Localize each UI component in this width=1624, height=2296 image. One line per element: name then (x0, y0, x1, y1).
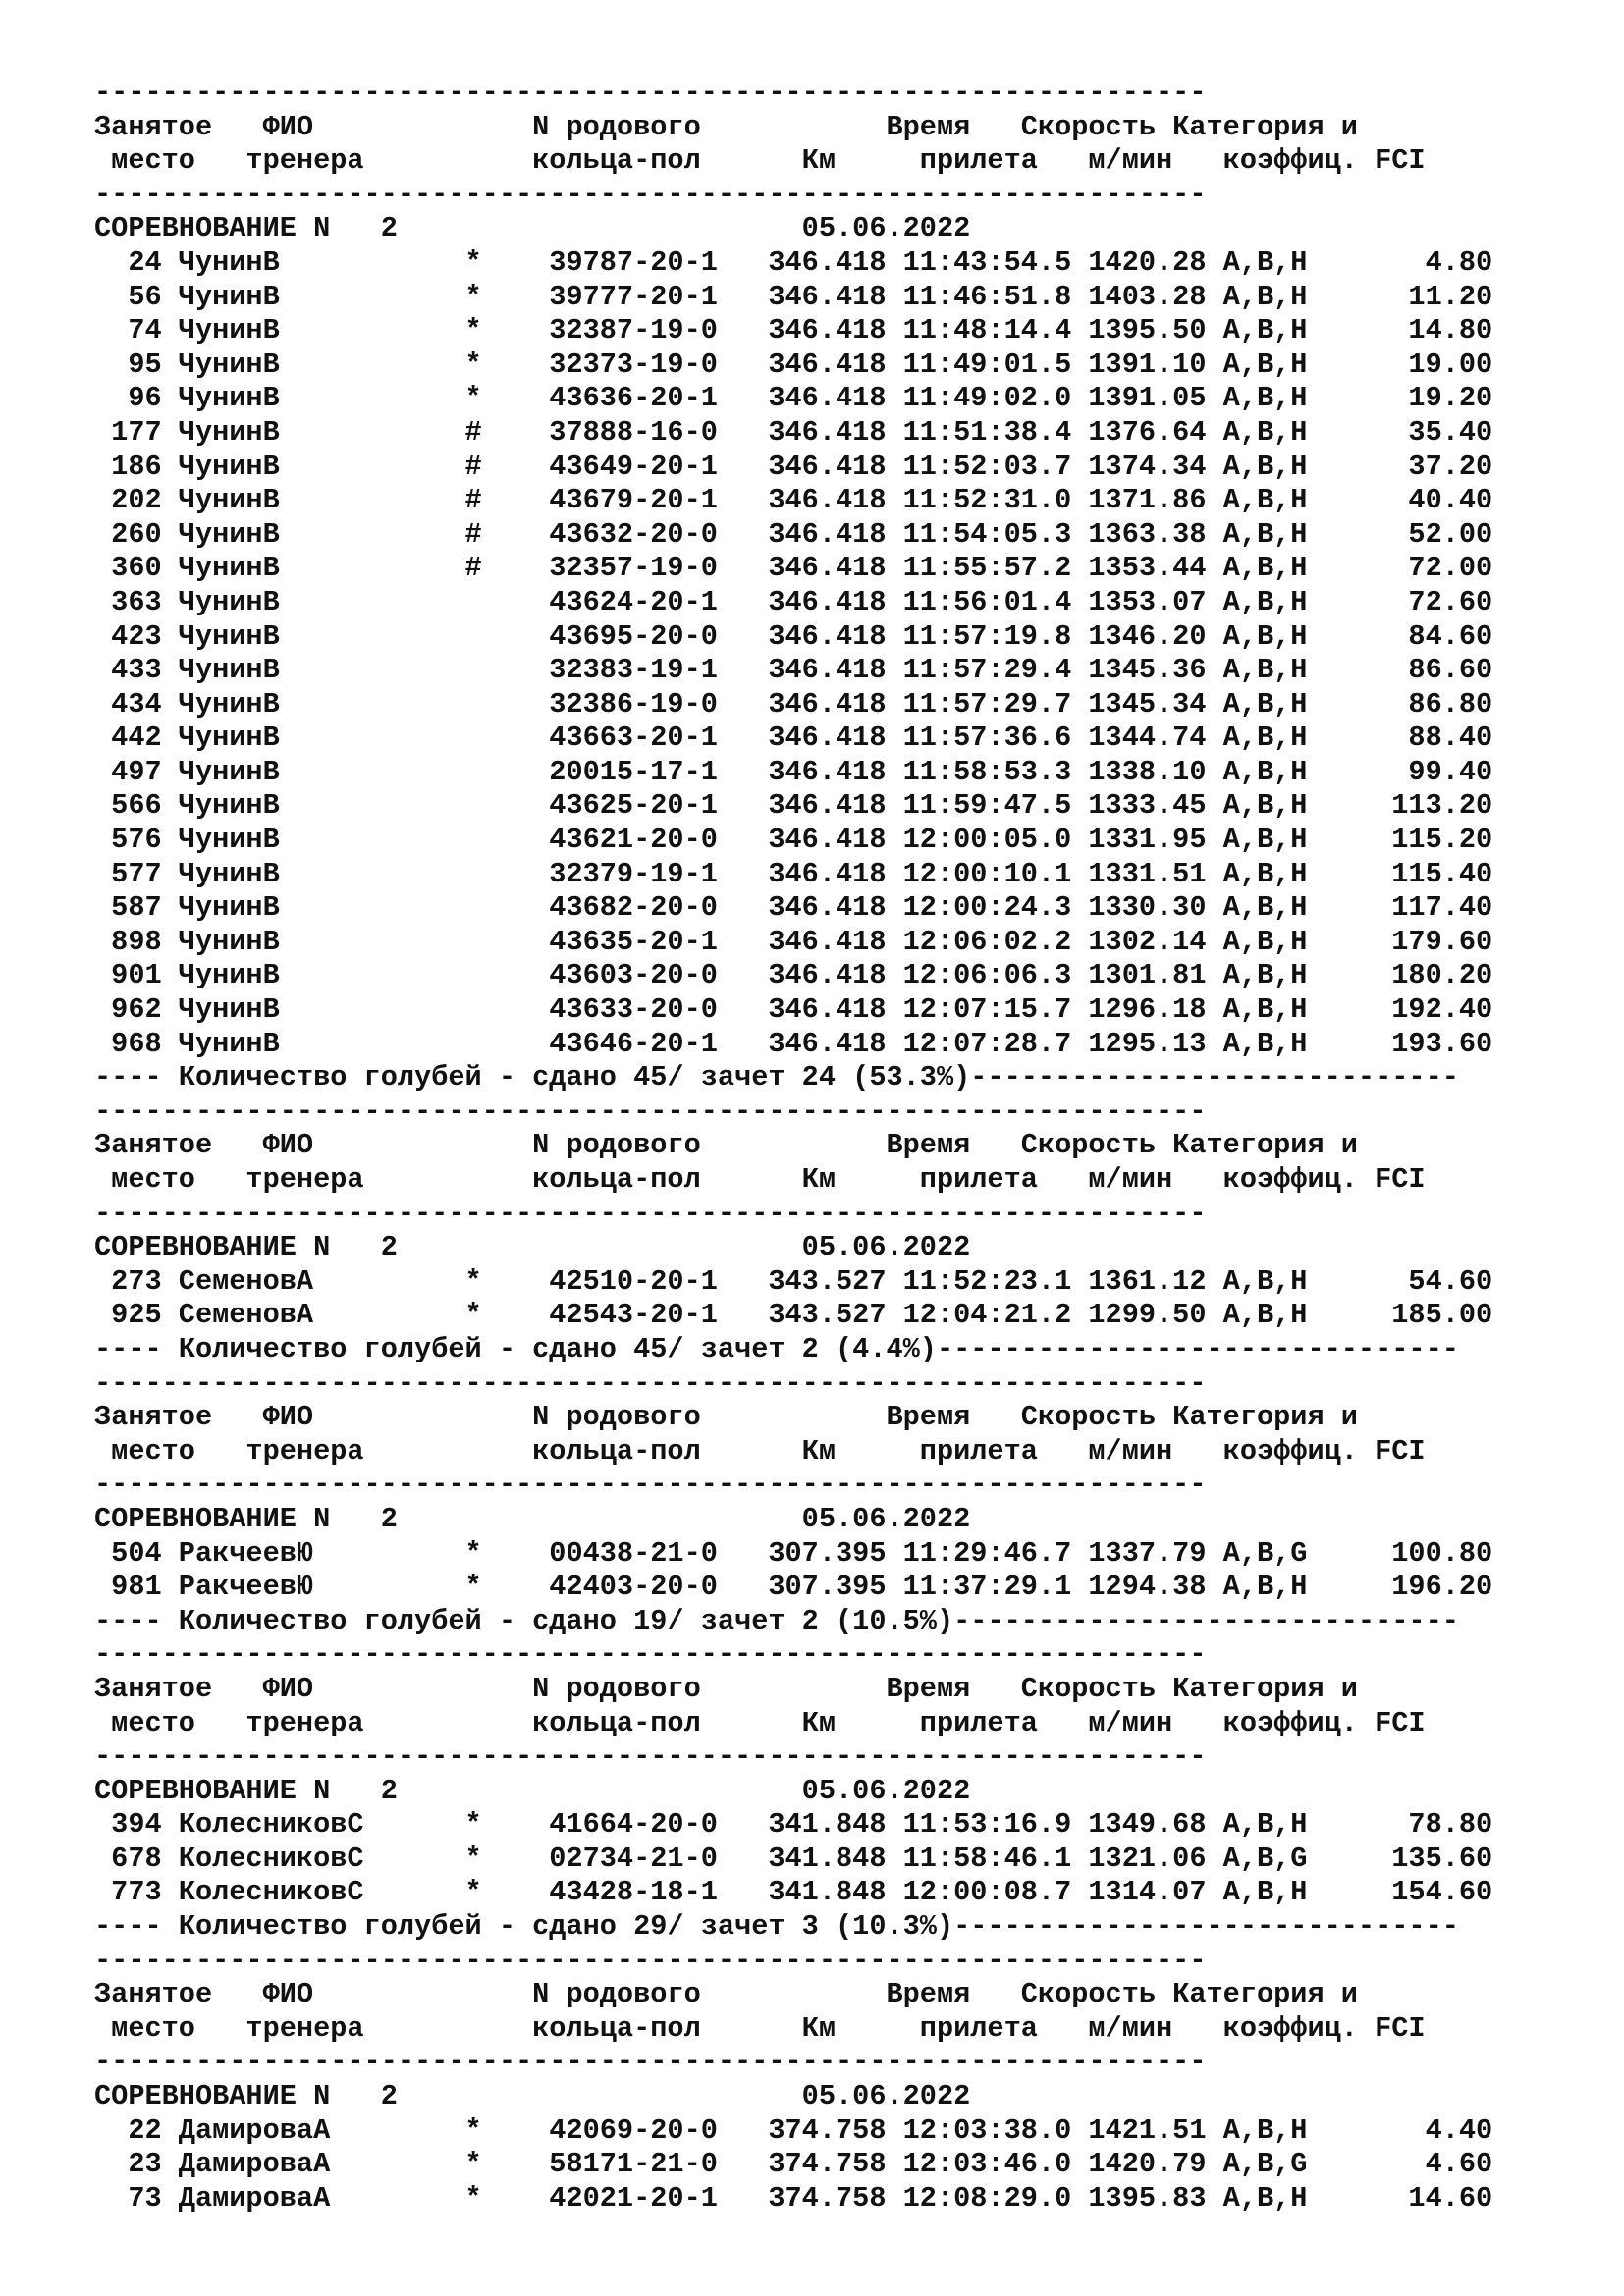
divider-line: ------------------------------------------------------------------ (94, 178, 1207, 211)
result-row: 981 РакчеевЮ * 42403-20-0 307.395 11:37:29.1 1294.38 A,B,H 196.20 (94, 1571, 1493, 1604)
competition-heading: СОРЕВНОВАНИЕ N 2 05.06.2022 (94, 1502, 971, 1535)
divider-line: ------------------------------------------------------------------ (94, 2046, 1207, 2079)
competition-heading: СОРЕВНОВАНИЕ N 2 05.06.2022 (94, 212, 971, 245)
result-row: 394 КолесниковС * 41664-20-0 341.848 11:53:16.9 1349.68 A,B,H 78.80 (94, 1808, 1493, 1842)
column-header-row-1: Занятое ФИО N родового Время Скорость Категория и (94, 1672, 1358, 1705)
result-row: 260 ЧунинВ # 43632-20-0 346.418 11:54:05.3 1363.38 A,B,H 52.00 (94, 517, 1493, 551)
result-row: 73 ДамироваА * 42021-20-1 374.758 12:08:29.0 1395.83 A,B,H 14.60 (94, 2181, 1493, 2215)
result-row: 901 ЧунинВ 43603-20-0 346.418 12:06:06.3 1301.81 A,B,H 180.20 (94, 959, 1493, 992)
result-row: 96 ЧунинВ * 43636-20-1 346.418 11:49:02.0 1391.05 A,B,H 19.20 (94, 382, 1493, 415)
competition-heading: СОРЕВНОВАНИЕ N 2 05.06.2022 (94, 1774, 971, 1807)
result-row: 577 ЧунинВ 32379-19-1 346.418 12:00:10.1 1331.51 A,B,H 115.40 (94, 857, 1493, 890)
result-row: 898 ЧунинВ 43635-20-1 346.418 12:06:02.2 1302.14 A,B,H 179.60 (94, 925, 1493, 958)
result-row: 22 ДамироваА * 42069-20-0 374.758 12:03:38.0 1421.51 A,B,H 4.40 (94, 2113, 1493, 2147)
result-row: 74 ЧунинВ * 32387-19-0 346.418 11:48:14.4 1395.50 A,B,H 14.80 (94, 314, 1493, 347)
result-row: 968 ЧунинВ 43646-20-1 346.418 12:07:28.7 1295.13 A,B,H 193.60 (94, 1027, 1493, 1060)
result-row: 56 ЧунинВ * 39777-20-1 346.418 11:46:51.8 1403.28 A,B,H 11.20 (94, 280, 1493, 313)
section-summary: ---- Количество голубей - сдано 45/ зачет 2 (4.4%)------------------------------- (94, 1332, 1459, 1365)
section-summary: ---- Количество голубей - сдано 19/ зачет 2 (10.5%)------------------------------ (94, 1604, 1459, 1637)
divider-line: ------------------------------------------------------------------ (94, 1468, 1207, 1502)
divider-line: ------------------------------------------------------------------ (94, 77, 1207, 109)
result-row: 566 ЧунинВ 43625-20-1 346.418 11:59:47.5 1333.45 A,B,H 113.20 (94, 789, 1493, 823)
competition-heading: СОРЕВНОВАНИЕ N 2 05.06.2022 (94, 2080, 971, 2113)
result-row: 504 РакчеевЮ * 00438-21-0 307.395 11:29:46.7 1337.79 A,B,G 100.80 (94, 1536, 1493, 1570)
result-row: 434 ЧунинВ 32386-19-0 346.418 11:57:29.7 1345.34 A,B,H 86.80 (94, 687, 1493, 721)
result-row: 773 КолесниковС * 43428-18-1 341.848 12:00:08.7 1314.07 A,B,H 154.60 (94, 1876, 1493, 1909)
result-row: 678 КолесниковС * 02734-21-0 341.848 11:58:46.1 1321.06 A,B,G 135.60 (94, 1842, 1493, 1875)
result-row: 360 ЧунинВ # 32357-19-0 346.418 11:55:57.2 1353.44 A,B,H 72.00 (94, 552, 1493, 585)
column-header-row-2: место тренера кольца-пол Км прилета м/мин коэффиц. FCI (94, 144, 1426, 178)
divider-line: ------------------------------------------------------------------ (94, 1638, 1207, 1672)
result-row: 95 ЧунинВ * 32373-19-0 346.418 11:49:01.5 1391.10 A,B,H 19.00 (94, 347, 1493, 381)
result-row: 587 ЧунинВ 43682-20-0 346.418 12:00:24.3 1330.30 A,B,H 117.40 (94, 891, 1493, 925)
result-row: 497 ЧунинВ 20015-17-1 346.418 11:58:53.3 1338.10 A,B,H 99.40 (94, 755, 1493, 788)
column-header-row-1: Занятое ФИО N родового Время Скорость Категория и (94, 1129, 1358, 1162)
result-row: 576 ЧунинВ 43621-20-0 346.418 12:00:05.0 1331.95 A,B,H 115.20 (94, 824, 1493, 857)
divider-line: ------------------------------------------------------------------ (94, 1740, 1207, 1774)
column-header-row-1: Занятое ФИО N родового Время Скорость Категория и (94, 1978, 1358, 2011)
section-summary: ---- Количество голубей - сдано 45/ зачет 24 (53.3%)----------------------------- (94, 1061, 1459, 1095)
column-header-row-1: Занятое ФИО N родового Время Скорость Категория и (94, 110, 1358, 143)
result-row: 177 ЧунинВ # 37888-16-0 346.418 11:51:38.4 1376.64 A,B,H 35.40 (94, 415, 1493, 449)
result-row: 423 ЧунинВ 43695-20-0 346.418 11:57:19.8 1346.20 A,B,H 84.60 (94, 619, 1493, 653)
column-header-row-1: Занятое ФИО N родового Время Скорость Категория и (94, 1401, 1358, 1434)
result-row: 202 ЧунинВ # 43679-20-1 346.418 11:52:31.0 1371.86 A,B,H 40.40 (94, 484, 1493, 517)
result-row: 433 ЧунинВ 32383-19-1 346.418 11:57:29.4 1345.36 A,B,H 86.60 (94, 654, 1493, 687)
section-summary: ---- Количество голубей - сдано 29/ зачет 3 (10.3%)------------------------------ (94, 1910, 1459, 1944)
result-row: 273 СеменовА * 42510-20-1 343.527 11:52:23.1 1361.12 A,B,H 54.60 (94, 1264, 1493, 1298)
result-row: 925 СеменовА * 42543-20-1 343.527 12:04:21.2 1299.50 A,B,H 185.00 (94, 1299, 1493, 1332)
divider-line: ------------------------------------------------------------------ (94, 1095, 1207, 1128)
divider-line: ------------------------------------------------------------------ (94, 1197, 1207, 1230)
divider-line: ------------------------------------------------------------------ (94, 1944, 1207, 1977)
divider-line: ------------------------------------------------------------------ (94, 1366, 1207, 1400)
result-row: 23 ДамироваА * 58171-21-0 374.758 12:03:46.0 1420.79 A,B,G 4.60 (94, 2148, 1493, 2181)
result-row: 962 ЧунинВ 43633-20-0 346.418 12:07:15.7 1296.18 A,B,H 192.40 (94, 993, 1493, 1027)
result-row: 363 ЧунинВ 43624-20-1 346.418 11:56:01.4 1353.07 A,B,H 72.60 (94, 585, 1493, 618)
results-printout (94, 77, 1577, 2216)
column-header-row-2: место тренера кольца-пол Км прилета м/мин коэффиц. FCI (94, 1706, 1426, 1739)
result-row: 186 ЧунинВ # 43649-20-1 346.418 11:52:03.7 1374.34 A,B,H 37.20 (94, 450, 1493, 483)
result-row: 24 ЧунинВ * 39787-20-1 346.418 11:43:54.5 1420.28 A,B,H 4.80 (94, 245, 1493, 279)
column-header-row-2: место тренера кольца-пол Км прилета м/мин коэффиц. FCI (94, 2011, 1426, 2045)
competition-heading: СОРЕВНОВАНИЕ N 2 05.06.2022 (94, 1231, 971, 1264)
column-header-row-2: место тренера кольца-пол Км прилета м/мин коэффиц. FCI (94, 1163, 1426, 1196)
result-row: 442 ЧунинВ 43663-20-1 346.418 11:57:36.6 1344.74 A,B,H 88.40 (94, 721, 1493, 755)
column-header-row-2: место тренера кольца-пол Км прилета м/мин коэффиц. FCI (94, 1434, 1426, 1468)
